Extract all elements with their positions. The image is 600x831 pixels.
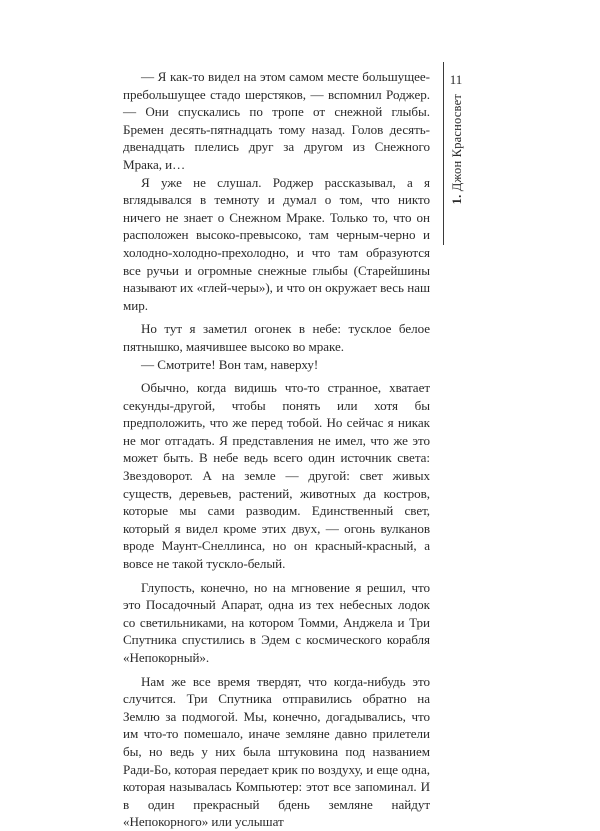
paragraph: Я уже не слушал. Роджер рассказывал, а я вглядывался в темноту и думал о том, что никто ничего не знает о Снежном Мраке. Только то, что он расположен высоко-превысоко, там черным-черно и холодно-холодно-прехолодно, и что там образуются все ручьи и огромные снежные глыбы (Старейшины называют их «глей-черы»), и что он окружает весь наш мир. bbox=[123, 174, 430, 313]
running-head bbox=[447, 94, 467, 254]
paragraph: Нам же все время твердят, что когда-нибудь это случится. Три Спутника отправились обратно на Землю за подмогой. Мы, конечно, догадывались, что им что-то помешало, иначе земляне давно прилетели бы, но ведь у них была штуковина под названием Ради-Бо, которая передает крик по воздуху, и еще одна, которая называлась Компьютер: этот все запоминал. И в один прекрасный бдень земляне найдут «Непокорного» или услышат bbox=[123, 673, 430, 830]
paragraph: — Смотрите! Вон там, наверху! bbox=[141, 356, 319, 372]
paragraph: Но тут я заметил огонек в небе: тусклое белое пятнышко, маячившее высоко во мраке. bbox=[123, 321, 430, 354]
page-number: 11 bbox=[449, 72, 463, 87]
chapter-number: 1. bbox=[450, 194, 464, 205]
chapter-title: Джон Красносвет bbox=[450, 94, 464, 192]
margin-rule bbox=[443, 62, 444, 245]
paragraph: Глупость, конечно, но на мгновение я решил, что это Посадочный Апарат, одна из тех небесных лодок со светильниками, на котором Томми, Анджела и Три Спутника спустились в Эдем с космического корабля «Непокорный». bbox=[123, 579, 430, 665]
paragraph: — Я как-то видел на этом самом месте большущее-пребольшущее стадо шерстяков, — вспомнил Роджер. — Они спускались по тропе от снежной глыбы. Бремен десять-пятнадцать тому назад. Голов десять-двенадцать плелись друг за другом из Снежного Мрака, и… bbox=[123, 69, 430, 172]
paragraph: Обычно, когда видишь что-то странное, хватает секунды-другой, чтобы понять или хотя бы предположить, что же перед тобой. Но сейчас я никак не мог отгадать. Я представления не имел, что же это может быть. В небе ведь всего один источник света: Звездоворот. А на земле — другой: свет живых существ, деревьев, растений, животных да костров, которые мы сами разводим. Единственный свет, который я видел кроме этих двух, — огонь вулканов вроде Маунт-Снеллинса, но он красный-красный, а вовсе не такой тускло-белый. bbox=[123, 380, 430, 572]
running-head-text bbox=[450, 94, 465, 254]
body-text bbox=[123, 68, 430, 831]
